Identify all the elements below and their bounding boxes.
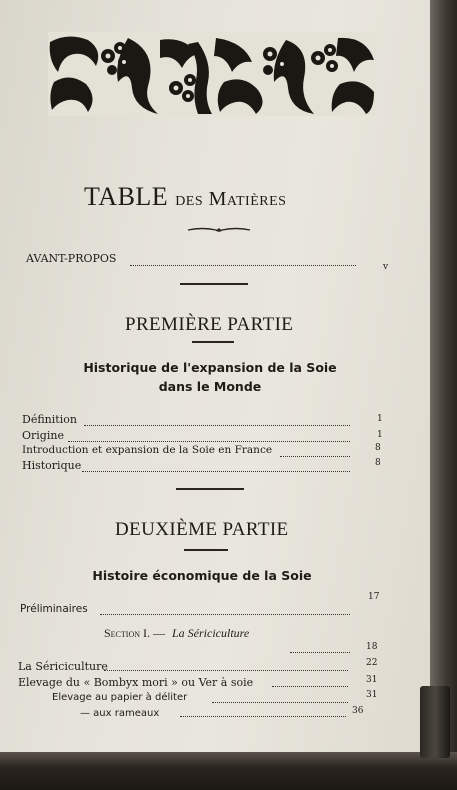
toc-leader-dots: [130, 265, 356, 266]
toc-page-number: v: [383, 262, 389, 272]
toc-page-number: 1: [377, 430, 383, 440]
page-title: [84, 182, 286, 212]
part-one-subtitle-line1: Historique de l'expansion de la Soie: [83, 360, 337, 375]
toc-entry: Introduction et expansion de la Soie en France: [22, 444, 273, 456]
section-heading: [104, 626, 249, 641]
toc-entry: Origine: [22, 429, 64, 442]
toc-page-number: 31: [366, 690, 378, 700]
toc-page-number: 17: [368, 592, 380, 602]
part-one-subtitle: [40, 358, 380, 396]
toc-leader-dots: [280, 456, 350, 457]
toc-leader-dots: [212, 702, 348, 703]
binder-clip: [420, 686, 450, 758]
toc-page-number: 18: [366, 642, 378, 652]
toc-leader-dots: [84, 425, 350, 426]
part-two-rule: [184, 549, 228, 551]
toc-leader-dots: [290, 652, 350, 653]
section-title: La Sériciculture: [172, 626, 250, 640]
toc-page-number: 31: [366, 675, 378, 685]
toc-entry: Elevage au papier à déliter: [52, 692, 188, 703]
title-main: TABLE: [84, 182, 169, 211]
toc-entry: Historique: [22, 459, 82, 472]
toc-entry: La Sériciculture: [18, 660, 108, 673]
toc-entry-preliminaires: Préliminaires: [20, 603, 88, 615]
section-label: Section I. —: [104, 626, 165, 640]
part-two-title: DEUXIÈME PARTIE: [115, 519, 289, 540]
toc-leader-dots: [82, 471, 350, 472]
toc-leader-dots: [272, 686, 348, 687]
floral-ornament-header: [48, 32, 376, 116]
part-two-subtitle: Histoire économique de la Soie: [92, 568, 312, 583]
toc-leader-dots: [104, 670, 348, 671]
part-one-subtitle-line2: dans le Monde: [158, 379, 262, 394]
toc-page-number: 8: [375, 443, 381, 453]
toc-entry-avant-propos: [26, 252, 116, 265]
toc-leader-dots: [180, 716, 346, 717]
toc-leader-dots: [100, 614, 350, 615]
toc-entry: — aux rameaux: [80, 708, 160, 719]
part-one-title: PREMIÈRE PARTIE: [125, 314, 294, 335]
toc-label: AVANT-PROPOS: [26, 252, 117, 265]
page-bottom-shadow: [0, 752, 457, 790]
book-spine-edge: [430, 0, 457, 752]
toc-entry: Définition: [22, 413, 77, 426]
part-one-rule: [192, 341, 234, 343]
section-divider: [176, 488, 244, 490]
toc-page-number: 22: [366, 658, 378, 668]
toc-entry: Elevage du « Bombyx mori » ou Ver à soie: [18, 676, 254, 689]
toc-page-number: 1: [377, 414, 383, 424]
toc-page-number: 36: [352, 706, 364, 716]
toc-page-number: 8: [375, 458, 381, 468]
section-divider: [180, 283, 248, 285]
toc-leader-dots: [68, 441, 350, 442]
title-rest: des Matières: [175, 188, 287, 210]
title-flourish: [186, 226, 252, 234]
